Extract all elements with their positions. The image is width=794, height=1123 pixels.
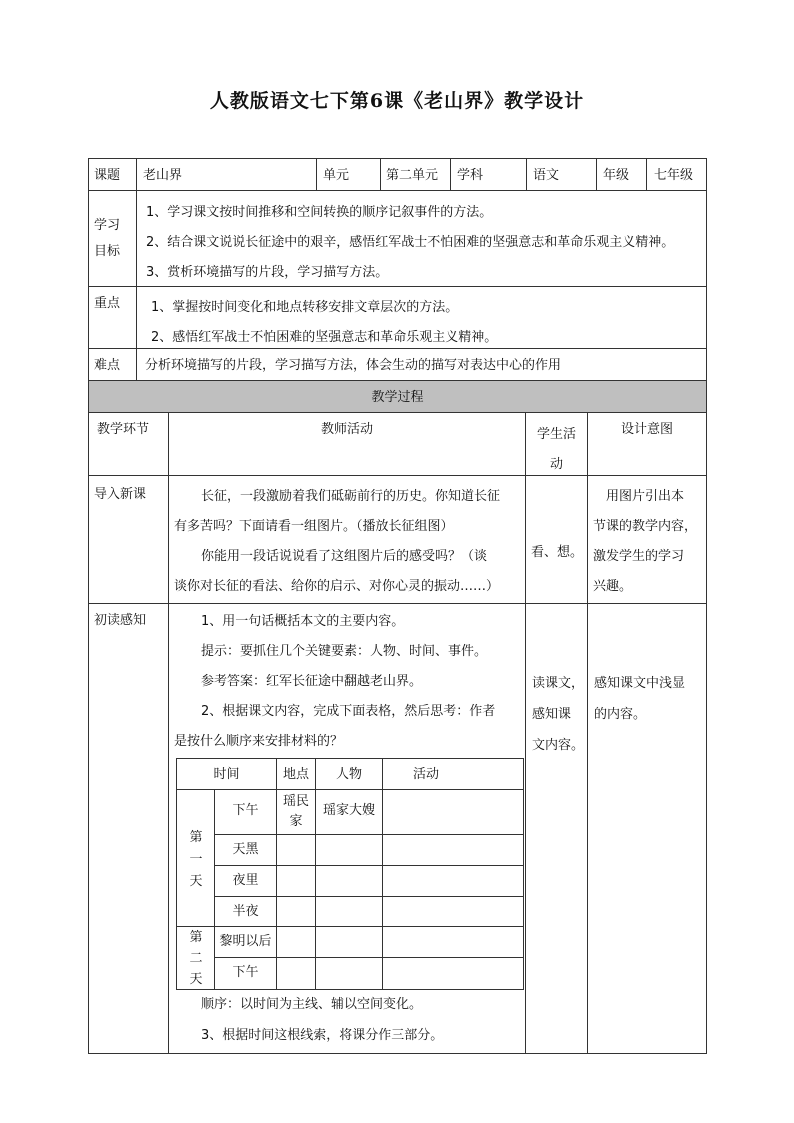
objectives-content-cell — [136, 190, 707, 287]
objective-item: 2、结合课文说说长征途中的艰辛，感悟红军战士不怕困难的坚强意志和革命乐观主义精神。 — [146, 235, 675, 250]
student-header-cell — [525, 412, 588, 476]
key-points-label: 重点 — [94, 296, 121, 311]
lesson-label-cell — [88, 158, 137, 191]
timeline-place-cell — [276, 865, 316, 897]
key-points-label-cell — [88, 286, 137, 349]
subject-label: 学科 — [457, 168, 484, 183]
first-reading-line: 1、用一句话概括本文的主要内容。 — [201, 614, 405, 629]
intro-teacher-line: 谈你对长征的看法、给你的启示、对你心灵的振动……） — [174, 579, 500, 594]
day2-label-cell: 第 二 天 — [176, 926, 215, 990]
intro-teacher-cell — [168, 475, 526, 604]
timeline-time-cell: 下午 — [214, 957, 277, 990]
order-text: 顺序：以时间为主线、辅以空间变化。 — [201, 997, 423, 1012]
first-reading-line: 提示：要抓住几个关键要素：人物、时间、事件。 — [201, 644, 488, 659]
difficulty-content-cell — [136, 348, 707, 381]
timeline-place-cell — [276, 834, 316, 866]
objectives-label-line1: 学习 — [94, 218, 121, 233]
subject-label-cell — [450, 158, 527, 191]
difficulty-text: 分析环境描写的片段，学习描写方法，体会生动的描写对表达中心的作用 — [145, 358, 562, 373]
subject-value-cell — [526, 158, 597, 191]
key-points-content-cell — [136, 286, 707, 349]
intro-student-cell — [525, 475, 588, 604]
stage-header-cell — [88, 412, 169, 476]
key-point-item: 1、掌握按时间变化和地点转移安排文章层次的方法。 — [151, 300, 459, 315]
lesson-value: 老山界 — [143, 168, 183, 183]
document-title: 人教版语文七下第6课《老山界》教学设计 — [209, 90, 585, 112]
timeline-person-cell — [315, 957, 383, 990]
difficulty-label: 难点 — [94, 358, 121, 373]
process-heading: 教学过程 — [371, 390, 424, 405]
intro-student-text: 看、想。 — [531, 545, 584, 560]
grade-label-cell — [596, 158, 647, 191]
first-reading-student-line: 感知课 — [532, 707, 572, 722]
intro-stage-label: 导入新课 — [94, 487, 147, 502]
intro-intent-line: 激发学生的学习 — [593, 549, 685, 564]
stage-header: 教学环节 — [97, 422, 150, 437]
student-header-line2: 动 — [549, 457, 563, 472]
timeline-activity-cell — [382, 926, 524, 958]
first-reading-intent-line: 的内容。 — [594, 707, 647, 722]
intent-header-cell — [587, 412, 707, 476]
intro-teacher-line: 你能用一段话说说看了这组图片后的感受吗？（谈 — [201, 549, 488, 564]
timeline-header-time: 时间 — [176, 758, 277, 790]
timeline-activity-cell — [382, 834, 524, 866]
first-reading-stage-label: 初读感知 — [94, 613, 147, 628]
teacher-header-cell — [168, 412, 526, 476]
intro-stage-cell — [88, 475, 169, 604]
first-reading-line: 2、根据课文内容，完成下面表格，然后思考：作者 — [201, 704, 496, 719]
first-reading-student-line: 文内容。 — [532, 738, 585, 753]
unit-value-cell — [380, 158, 451, 191]
objectives-label-line2: 目标 — [94, 244, 121, 259]
day1-label-cell: 第 一 天 — [176, 789, 215, 927]
grade-value: 七年级 — [654, 168, 694, 183]
timeline-time-cell: 半夜 — [214, 896, 277, 927]
intro-intent-line: 兴趣。 — [593, 579, 633, 594]
timeline-place-cell: 瑶民 家 — [276, 789, 316, 835]
objective-item: 3、赏析环境描写的片段，学习描写方法。 — [146, 265, 389, 280]
timeline-activity-cell — [382, 896, 524, 927]
intro-teacher-line: 有多苦吗？下面请看一组图片。（播放长征组图） — [174, 519, 454, 534]
part3-text: 3、根据时间这根线索，将课分作三部分。 — [201, 1028, 444, 1043]
timeline-activity-cell — [382, 789, 524, 835]
intro-intent-cell — [587, 475, 707, 604]
timeline-place-cell — [276, 957, 316, 990]
first-reading-intent-cell — [587, 603, 707, 1054]
intro-intent-line: 节课的教学内容， — [593, 519, 698, 534]
subject-value: 语文 — [533, 168, 560, 183]
timeline-person-cell — [315, 865, 383, 897]
timeline-place-cell — [276, 896, 316, 927]
first-reading-student-line: 读课文， — [532, 676, 585, 691]
first-reading-line: 参考答案：红军长征途中翻越老山界。 — [201, 674, 423, 689]
difficulty-label-cell — [88, 348, 137, 381]
timeline-person-cell — [315, 896, 383, 927]
process-heading-cell — [88, 380, 707, 413]
timeline-header-place: 地点 — [276, 758, 316, 790]
timeline-time-cell: 黎明以后 — [214, 926, 277, 958]
intro-teacher-line: 长征，一段激励着我们砥砺前行的历史。你知道长征 — [201, 489, 501, 504]
timeline-time-cell: 夜里 — [214, 865, 277, 897]
lesson-value-cell — [136, 158, 317, 191]
objective-item: 1、学习课文按时间推移和空间转换的顺序记叙事件的方法。 — [146, 205, 493, 220]
first-reading-intent-line: 感知课文中浅显 — [594, 676, 686, 691]
intro-intent-line: 用图片引出本 — [606, 489, 685, 504]
timeline-person-cell — [315, 926, 383, 958]
first-reading-line: 是按什么顺序来安排材料的？ — [174, 734, 344, 749]
grade-label: 年级 — [603, 168, 630, 183]
intent-header: 设计意图 — [620, 422, 673, 437]
timeline-time-cell: 下午 — [214, 789, 277, 835]
grade-value-cell — [646, 158, 707, 191]
unit-label-cell — [316, 158, 381, 191]
timeline-person-cell: 瑶家大嫂 — [315, 789, 383, 835]
timeline-person-cell — [315, 834, 383, 866]
timeline-time-cell: 天黑 — [214, 834, 277, 866]
timeline-place-cell — [276, 926, 316, 958]
timeline-header-person: 人物 — [315, 758, 383, 790]
timeline-table — [176, 758, 524, 990]
first-reading-stage-cell — [88, 603, 169, 1054]
timeline-activity-cell — [382, 957, 524, 990]
lesson-label: 课题 — [94, 168, 121, 183]
first-reading-student-cell — [525, 603, 588, 1054]
objectives-label-cell — [88, 190, 137, 287]
student-header-line1: 学生活 — [536, 427, 576, 442]
timeline-header-activity: 活动 — [382, 758, 524, 790]
unit-value: 第二单元 — [386, 168, 439, 183]
teacher-header: 教师活动 — [320, 422, 373, 437]
timeline-activity-cell — [382, 865, 524, 897]
key-point-item: 2、感悟红军战士不怕困难的坚强意志和革命乐观主义精神。 — [151, 330, 498, 345]
unit-label: 单元 — [323, 168, 350, 183]
